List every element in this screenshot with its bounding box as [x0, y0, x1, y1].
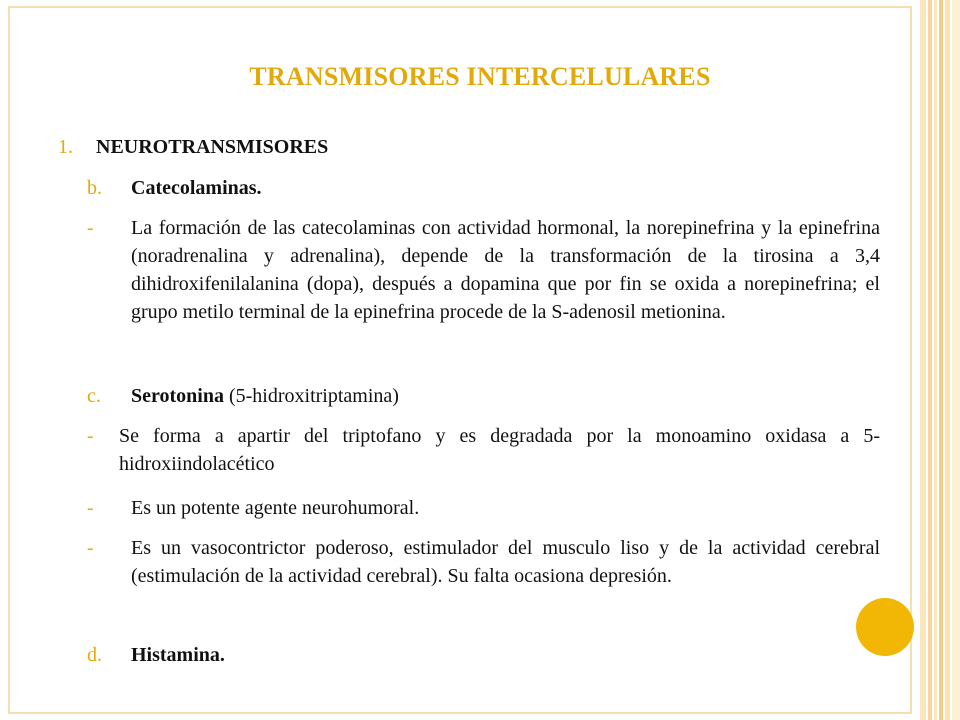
item-text: Histamina.	[131, 644, 225, 666]
heading-text: NEUROTRANSMISORES	[96, 136, 329, 158]
list-marker: -	[87, 497, 94, 519]
list-marker: -	[87, 425, 94, 447]
list-marker: -	[87, 217, 94, 239]
list-marker: d.	[87, 644, 102, 666]
slide-title: TRANSMISORES INTERCELULARES	[249, 62, 711, 91]
list-item	[87, 643, 887, 667]
item-bold-text: Serotonina	[131, 385, 224, 407]
list-marker: b.	[87, 177, 102, 199]
list-marker: c.	[87, 385, 101, 407]
list-item	[87, 424, 880, 478]
list-item	[87, 216, 880, 326]
heading-row	[58, 135, 858, 159]
item-text: Catecolaminas.	[131, 177, 262, 199]
item-text	[131, 384, 399, 408]
item-text: Es un potente agente neurohumoral.	[131, 497, 420, 519]
item-text: La formación de las catecolaminas con actividad hormonal, la norepinefrina y la epinefrina (noradrenalina y adrenalina), depende de la transformación de la tirosina a 3,4 dihidroxifenilalanina (dopa), después a dopamina que por fin se oxida a norepinefrina; el grupo metilo terminal de la epinefrina procede de la S-adenosil metionina.	[131, 217, 880, 323]
item-plain-text: (5-hidroxitriptamina)	[223, 385, 399, 407]
item-text: Se forma a apartir del triptofano y es degradada por la monoamino oxidasa a 5-hidroxiindolacético	[119, 425, 880, 475]
list-item	[87, 384, 887, 408]
list-item	[87, 176, 887, 200]
item-text: Es un vasocontrictor poderoso, estimulador del musculo liso y de la actividad cerebral (estimulación de la actividad cerebral). Su falta ocasiona depresión.	[131, 537, 880, 587]
heading-marker: 1.	[58, 136, 73, 158]
list-marker: -	[87, 537, 94, 559]
list-item	[87, 496, 887, 520]
list-item	[87, 536, 880, 590]
